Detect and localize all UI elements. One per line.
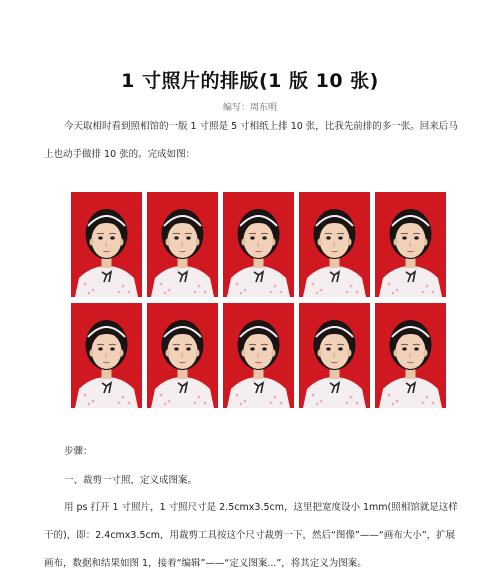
- portrait-image: [375, 303, 446, 408]
- id-photo: [71, 303, 142, 408]
- id-photo: [147, 303, 218, 408]
- portrait-image: [375, 192, 446, 297]
- id-photo: [223, 192, 294, 297]
- author-line: 编写：周东明: [222, 103, 277, 113]
- portrait-image: [223, 303, 294, 408]
- step-1-body: 用 ps 打开 1 寸照片，1 寸照尺寸是 2.5cmx3.5cm，这里把宽度设小 1mm(照相馆就是这样干的)，即：2.4cmx3.5cm，用裁剪工具按这个尺寸裁剪一下，然后“图像”——“画布大小”，扩展画布，数据和结果如图 1，接着“编辑”——“定义图案...”，将其定义为图案。: [44, 502, 458, 569]
- portrait-image: [71, 303, 142, 408]
- id-photo: [71, 192, 142, 297]
- photo-sheet: [71, 192, 449, 410]
- portrait-image: [147, 192, 218, 297]
- portrait-image: [147, 303, 218, 408]
- intro-paragraph: 今天取相时看到照相馆的一版 1 寸照是 5 寸相纸上排 10 张，比我先前排的多一张。回来后马上也动手做排 10 张的。完成如图：: [44, 121, 458, 160]
- id-photo: [147, 192, 218, 297]
- id-photo: [299, 192, 370, 297]
- portrait-image: [223, 192, 294, 297]
- id-photo: [375, 192, 446, 297]
- portrait-image: [299, 192, 370, 297]
- id-photo: [223, 303, 294, 408]
- portrait-image: [71, 192, 142, 297]
- step-1-heading: 一、裁剪一寸照，定义成图案。: [64, 475, 198, 486]
- steps-label: 步骤：: [64, 446, 93, 457]
- portrait-image: [299, 303, 370, 408]
- id-photo: [299, 303, 370, 408]
- document-title: 1 寸照片的排版(1 版 10 张): [121, 70, 379, 92]
- id-photo: [375, 303, 446, 408]
